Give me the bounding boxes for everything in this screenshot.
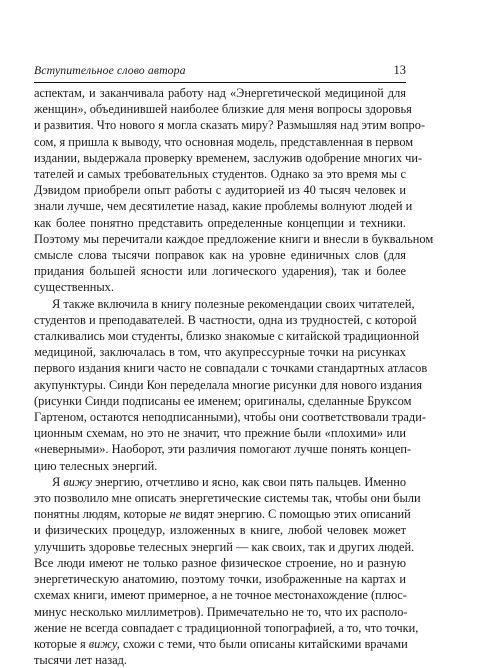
text-run: Я	[52, 474, 64, 489]
text-line: тысячи лет назад.	[34, 653, 128, 668]
page-header	[34, 2, 406, 83]
text-run: понятны людям, которые	[34, 507, 170, 522]
text-line: сталкивались мои студенты, близко знакомые с китайской традиционной	[34, 329, 420, 344]
text-line: издании, выдержала проверку временем, заслужив одобрение многих чи-	[34, 150, 423, 165]
text-line: придания большей ясности или логического ударения), так и более	[34, 264, 406, 279]
text-line: улучшить здоровье телесных энергий — как своих, так и других людей.	[34, 539, 415, 554]
text-line: цию телесных энергий.	[34, 458, 158, 473]
text-line: Гартеном, остаются неподписанными), чтобы они соответствовали тради-	[34, 410, 426, 425]
text-line: «неверными». Наоборот, эти различия помогают лучше понять концеп-	[34, 442, 412, 457]
body-text	[34, 85, 434, 668]
text-line: жение не всегда совпадает с традиционной топографией, а то, что точки,	[34, 620, 419, 635]
text-line: студентов и преподавателей. В частности, одна из трудностей, с которой	[34, 312, 417, 327]
text-line: Дэвидом приобрели опыт работы с аудиторией из 40 тысяч человек и	[34, 183, 406, 198]
text-line: первого издания книги часто не совпадали с точками стандартных атласов	[34, 361, 428, 376]
paragraph-2	[34, 296, 428, 474]
text-line: и физических процедур, изложенных в книге, любой человек может	[34, 523, 406, 538]
text-run: которые я	[34, 636, 89, 651]
text-line: энергетическую анатомию, поэтому точки, изображенные на картах и	[34, 572, 406, 587]
text-line: тателей и самых требовательных студентов. Однако за это время мы с	[34, 167, 406, 182]
text-run: схожи с теми, что были описаны китайскими врачами	[119, 636, 408, 651]
text-run: энергию, отчетливо и ясно, как свои пять пальцев. Именно	[91, 474, 407, 489]
text-run: видят энергию. С помощью этих описаний	[181, 507, 411, 522]
text-line: существенных.	[34, 280, 114, 295]
text-line: знали лучше, чем десятилетие назад, какие проблемы волнуют людей и	[34, 199, 413, 214]
text-line: ционным схемам, но это не значит, что прежние были «плохими» или	[34, 426, 406, 441]
text-line: (рисунки Синди подписаны ее именем; оригиналы, сделанные Бруксом	[34, 393, 412, 408]
paragraph-1	[34, 85, 434, 296]
page-number: 13	[393, 63, 406, 77]
text-line: Поэтому мы перечитали каждое предложение книги и внесли в буквальном	[34, 231, 434, 246]
text-line	[34, 474, 406, 490]
emphasis: вижу	[63, 474, 92, 489]
text-line: и развития. Что нового я могла сказать миру? Размышляя над этим вопро-	[34, 118, 426, 133]
text-line: как более понятно представить определенные концепции и техники.	[34, 215, 406, 230]
emphasis: не	[169, 507, 182, 522]
text-line: женщин», объединившей наиболее близкие для меня вопросы здоровья	[34, 102, 412, 117]
text-line	[34, 506, 411, 522]
text-line: аспектам, и заканчивала работу над «Энергетической медициной для	[34, 86, 406, 100]
text-line: схемах книги, имеют примерное, а не точное местонахождение (плюс-	[34, 588, 407, 603]
running-title: Вступительное слово автора	[34, 63, 186, 77]
text-line: минус несколько миллиметров). Примечательно не то, что их располо-	[34, 604, 408, 619]
text-line: акупунктуры. Синди Кон переделала многие рисунки для нового издания	[34, 377, 423, 392]
text-line: Я также включила в книгу полезные рекомендации своих читателей,	[52, 296, 415, 311]
paragraph-3	[34, 474, 421, 668]
text-line: сом, я пришла к выводу, что основная модель, представленная в первом	[34, 134, 414, 149]
text-line: это позволило мне описать энергетические системы так, чтобы они были	[34, 491, 421, 506]
emphasis: вижу,	[88, 636, 120, 651]
text-line: смысле слова тысячи поправок как на уровне единичных слов (для	[34, 248, 406, 263]
text-line: Все люди имеют не только разное физическое строение, но и разную	[34, 555, 406, 570]
text-line: медициной, заключалась в том, что акупрессурные точки на рисунках	[34, 345, 406, 360]
